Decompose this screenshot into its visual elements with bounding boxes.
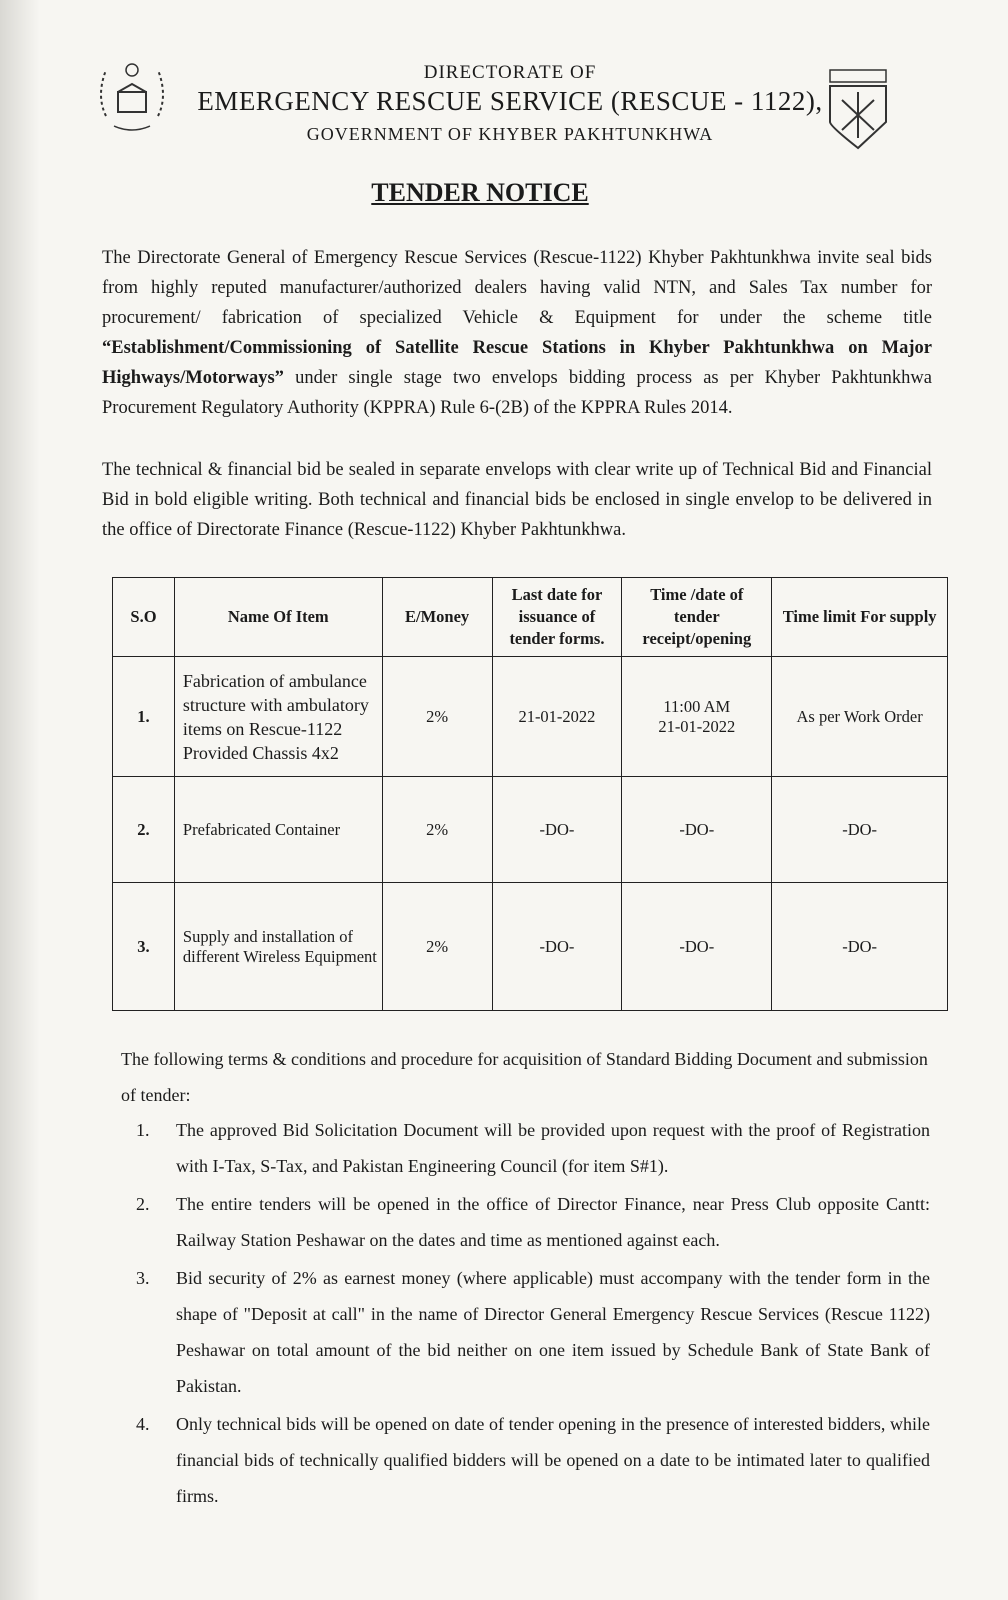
row-item: Prefabricated Container [174, 777, 382, 883]
bid-instructions-paragraph: The technical & financial bid be sealed in separate envelops with clear write up of Technical Bid and Financial Bid in bold eligible writing. Both technical and financial bids be enclosed in single envelop to be delivered in the office of Directorate Finance (Rescue-1122) Khyber Pakhtunkhwa. [102, 460, 932, 540]
row-emoney: 2% [382, 777, 492, 883]
tender-table [112, 577, 948, 1011]
table-row [113, 777, 948, 883]
row-time-date [622, 657, 772, 777]
row-time-date: -DO- [622, 883, 772, 1011]
intro-text-2: under single stage two envelops bidding process as per Khyber Pakhtunkhwa Procurement Regulatory Authority (KPPRA) Rule 6-(2B) of the KPPRA Rules 2014. [102, 368, 932, 418]
header-item: Name Of Item [174, 578, 382, 657]
scheme-title: “Establishment/Commissioning of Satellite Rescue Stations in Khyber Pakhtunkhwa on Major Highways/Motorways” [102, 338, 932, 388]
page-edge-shadow [0, 0, 40, 1600]
header-time-date: Time /date of tender receipt/opening [622, 578, 772, 657]
intro-paragraph [102, 243, 932, 423]
header-line-3: GOVERNMENT OF KHYBER PAKHTUNKHWA [306, 124, 714, 144]
row-emoney: 2% [382, 657, 492, 777]
table-row [113, 883, 948, 1011]
header-so: S.O [113, 578, 175, 657]
rescue-1122-shield-icon [826, 66, 890, 152]
header-emoney: E/Money [382, 578, 492, 657]
row-last-date: -DO- [492, 777, 622, 883]
row-time-limit: -DO- [772, 777, 948, 883]
row-last-date: -DO- [492, 883, 622, 1011]
row-time-date: -DO- [622, 777, 772, 883]
header-time-limit: Time limit For supply [772, 578, 948, 657]
row-time-limit: -DO- [772, 883, 948, 1011]
term-number: 2. [136, 1194, 150, 1214]
row-so: 2. [113, 777, 175, 883]
row-time-limit: As per Work Order [772, 657, 948, 777]
header-last-date: Last date for issuance of tender forms. [492, 578, 622, 657]
table-header-row [113, 578, 948, 657]
row-emoney: 2% [382, 883, 492, 1011]
row-so: 1. [113, 657, 175, 777]
list-item [130, 1260, 930, 1404]
intro-text-1: The Directorate General of Emergency Rescue Services (Rescue-1122) Khyber Pakhtunkhwa invite seal bids from highly reputed manufacturer/authorized dealers having valid NTN, and Sales Tax number for procurement/ fabrication of specialized Vehicle & Equipment for under the scheme title [102, 248, 932, 328]
list-item [130, 1112, 930, 1184]
term-text: Only technical bids will be opened on date of tender opening in the presence of interested bidders, while financial bids of technically qualified bidders will be opened on a date to be intimated later to qualified firms. [176, 1414, 930, 1506]
row-item: Supply and installation of different Wireless Equipment [174, 883, 382, 1011]
term-text: Bid security of 2% as earnest money (where applicable) must accompany with the tender form in the shape of "Deposit at call" in the name of Director General Emergency Rescue Services (Rescue 1122) Peshawar on total amount of the bid neither on one item issued by Schedule Bank of State Bank of Pakistan. [176, 1268, 930, 1396]
row-item: Fabrication of ambulance structure with ambulatory items on Rescue-1122 Provided Chassis 4x2 [174, 657, 382, 777]
term-number: 1. [136, 1120, 150, 1140]
row-time: 11:00 AM [663, 696, 731, 716]
row-last-date: 21-01-2022 [492, 657, 622, 777]
document-title: TENDER NOTICE [371, 178, 589, 207]
terms-list [130, 1112, 930, 1516]
term-number: 4. [136, 1414, 150, 1434]
term-number: 3. [136, 1268, 150, 1288]
table-row [113, 657, 948, 777]
row-so: 3. [113, 883, 175, 1011]
header-line-2: EMERGENCY RESCUE SERVICE (RESCUE - 1122), [197, 86, 823, 116]
list-item [130, 1186, 930, 1258]
term-text: The approved Bid Solicitation Document will be provided upon request with the proof of Registration with I-Tax, S-Tax, and Pakistan Engineering Council (for item S#1). [176, 1120, 930, 1176]
term-text: The entire tenders will be opened in the office of Director Finance, near Press Club opposite Cantt: Railway Station Peshawar on the dates and time as mentioned against each. [176, 1194, 930, 1250]
terms-intro: The following terms & conditions and procedure for acquisition of Standard Bidding Document and submission of tender: [121, 1049, 928, 1105]
header-line-1: DIRECTORATE OF [423, 62, 597, 83]
row-date: 21-01-2022 [658, 716, 736, 736]
list-item [130, 1406, 930, 1514]
letterhead [0, 50, 1008, 160]
